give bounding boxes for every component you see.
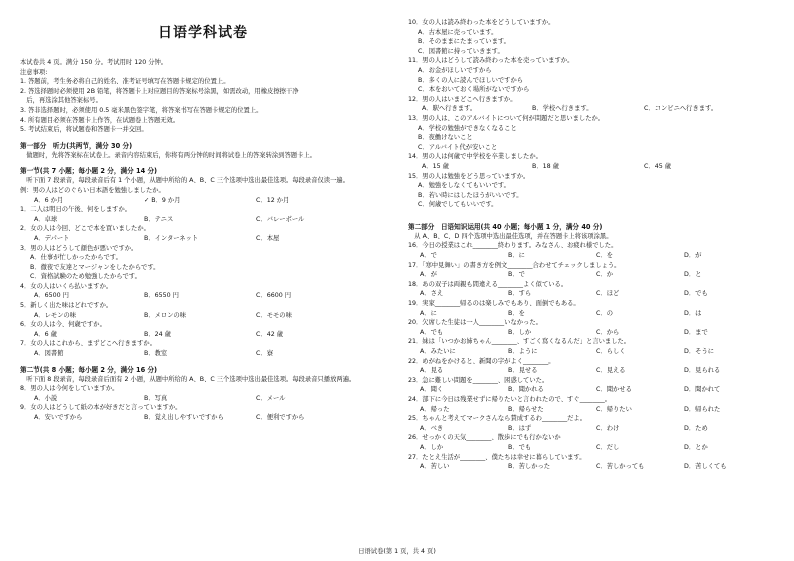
section1-description: 听下面 7 段录音，每段录音后有 1 个小题，从题中所给的 A、B、C 三个选项中选出最佳选项。每段录音仅读一遍。 xyxy=(20,177,349,185)
answer-options xyxy=(408,424,780,434)
option-c: C．バレーボール xyxy=(256,215,305,223)
option-c: C．苦しかっても xyxy=(596,463,645,471)
grammar-question xyxy=(408,433,780,452)
option-c: C．帰りたい xyxy=(596,405,632,413)
option-a: A．レモンの味 xyxy=(34,311,77,319)
option-a: A．べき xyxy=(420,424,444,432)
option-c: C．見える xyxy=(596,367,626,375)
option-d: D．聞かれて xyxy=(684,386,721,394)
question-text: 1．二人は明日の午後、何をしますか。 xyxy=(20,206,132,214)
section2-heading: 第二节(共 8 小题；每小题 2 分，满分 16 分) xyxy=(20,365,158,374)
intro-line: 4. 所有题目必须在答题卡上作答，在试题卷上答题无效。 xyxy=(20,116,180,124)
option-c: C．何歳でしてもいいです。 xyxy=(418,201,498,209)
answer-options xyxy=(408,309,780,319)
option-b: B．教室 xyxy=(144,350,168,358)
option-b: B．多くの人に読んでほしいですから xyxy=(418,76,524,84)
option-b: B．覚え出しやすいですから xyxy=(144,414,224,421)
option-b: B．テニス xyxy=(144,215,174,223)
option-a: A．で xyxy=(420,252,437,260)
option-a: A．でも xyxy=(420,328,444,336)
question-block xyxy=(20,224,386,243)
answer-options xyxy=(20,291,386,301)
question-text: 20．欠席した生徒は一人________いなかった。 xyxy=(408,319,542,327)
part1-description: 做题时，先将答案标在试卷上。录音内容结束后，你将有两分钟的时间将试卷上的答案转涂到答题卡上。 xyxy=(20,151,316,159)
option-c: C．便利ですから xyxy=(256,414,305,421)
option-b: B．すら xyxy=(508,290,532,298)
grammar-question xyxy=(408,414,780,433)
option-c: C．42 歳 xyxy=(256,330,284,338)
grammar-question xyxy=(408,318,780,337)
option-b: B．聞かれる xyxy=(508,386,544,394)
option-a: A．学校の勉強ができなくなること xyxy=(418,124,517,132)
option-a: A．に xyxy=(420,309,437,317)
option-a: A．安いですから xyxy=(34,414,83,421)
option-c: C．だし xyxy=(596,443,620,451)
question-text: 11．男の人はどうして読み終わった本を売っていますか。 xyxy=(408,57,574,65)
question-block xyxy=(20,186,386,205)
option-c: C．6600 円 xyxy=(256,292,292,300)
option-d: D．見られる xyxy=(684,367,721,375)
part1-heading: 第一部分 听力(共两节，满分 30 分) xyxy=(20,141,133,150)
section1-heading: 第一节(共 7 小题；每小题 2 分，满分 14 分) xyxy=(20,167,158,176)
question-text: 25．ちゃんと考えてマークさんなら賛成するわ________だよ。 xyxy=(408,415,587,423)
question-text: 17．「寒中見舞い」の書き方を例文________合わせてチェックしましょう。 xyxy=(408,261,621,269)
answer-options xyxy=(20,234,386,244)
option-c: C．寮 xyxy=(256,350,273,358)
option-a: A．図書館 xyxy=(34,350,64,358)
option-c: C．わけ xyxy=(596,424,620,432)
question-text: 8．男の人は今何をしていますか。 xyxy=(20,385,119,393)
option-b: B．苦しかった xyxy=(508,463,551,471)
grammar-question xyxy=(408,376,780,395)
question-text: 22．めがねをかけると、新聞の字がよく________。 xyxy=(408,357,555,365)
answer-options xyxy=(408,405,780,415)
question-text: 7．女の人はこれから、まずどこへ行きますか。 xyxy=(20,340,156,348)
question-block xyxy=(20,339,386,358)
question-text: 27．たとえ生活が________、僕たちは幸せに暮らしています。 xyxy=(408,453,586,461)
option-d: D．が xyxy=(684,252,702,260)
option-b: B．はず xyxy=(508,424,532,432)
option-a: A．6500 円 xyxy=(34,292,69,300)
page-footer: 日语试卷(第 1 页，共 4 页) xyxy=(358,548,436,555)
option-d: D．でも xyxy=(684,290,708,298)
answer-options xyxy=(20,311,386,321)
option-b: B．夜働けないこと xyxy=(418,134,473,142)
option-a: A．聞く xyxy=(420,386,444,394)
intro-line: 1. 答题前，考生务必将自己的姓名、准考证号填写在答题卡规定的位置上。 xyxy=(20,78,230,86)
grammar-question xyxy=(408,299,780,318)
option-a: A．卓球 xyxy=(34,215,58,223)
question-block xyxy=(408,18,780,56)
option-c: C．聞かせる xyxy=(596,386,632,394)
intro-line: 5. 考试结束后，将试题卷和答题卡一并交回。 xyxy=(20,126,148,134)
question-text: 21．妹は「いつかお姉ちゃん________、すごく寫くなるんだ」と言いました。 xyxy=(408,338,631,346)
option-c: C．本をおいておく場所がないですから xyxy=(418,86,530,94)
option-a: A．デパート xyxy=(34,234,70,242)
option-a: A．小説 xyxy=(34,394,58,402)
option-a: A．帰った xyxy=(420,405,450,413)
question-text: 26．せっかくの天気________、散歩にでも行かないか xyxy=(408,434,561,442)
question-block xyxy=(20,384,386,403)
option-c: C．12 か月 xyxy=(256,196,290,204)
option-a: A．6 か月 xyxy=(34,196,64,204)
option-c: C．メール xyxy=(256,394,286,402)
question-text: 5．新しく出た味はどれですか。 xyxy=(20,302,113,310)
answer-options xyxy=(408,385,780,395)
option-c: C．資格試験のため勉強したからです。 xyxy=(30,273,141,281)
question-block xyxy=(408,56,780,94)
option-b: B．を xyxy=(508,309,525,317)
option-b: B．若い時にはしたほうがいいです。 xyxy=(418,191,523,199)
question-block xyxy=(408,152,780,171)
answer-options xyxy=(408,162,780,172)
question-text: 例：男の人はどのぐらい日本語を勉強しましたか。 xyxy=(20,186,165,194)
option-d: D．ため xyxy=(684,424,708,432)
option-c: C．を xyxy=(596,252,613,260)
answer-options xyxy=(408,443,780,453)
question-text: 3．男の人はどうして顔色が悪いですか。 xyxy=(20,244,138,252)
answer-options xyxy=(408,462,780,472)
question-block xyxy=(20,403,386,422)
option-c: C．らしく xyxy=(596,348,626,355)
option-a: A．古本屋に売っています。 xyxy=(418,28,498,36)
grammar-question xyxy=(408,395,780,414)
option-a: A．6 歳 xyxy=(34,330,57,338)
grammar-question xyxy=(408,241,780,260)
intro-notes xyxy=(20,58,386,135)
question-text: 9．女の人はどうして紙の本が好きだと言っていますか。 xyxy=(20,404,182,412)
question-text: 23．急に難しい問題を________、困惑していた。 xyxy=(408,376,549,384)
option-b: B．学校へ行きます。 xyxy=(532,105,593,113)
answer-options xyxy=(20,330,386,340)
question-text: 14．男の人は何歳で中学校を卒業しましたか。 xyxy=(408,153,542,161)
option-b: B．で xyxy=(508,271,525,279)
option-b: B．しか xyxy=(508,328,532,336)
option-d: D．苦しくても xyxy=(684,463,727,471)
option-a: A．見る xyxy=(420,367,444,375)
option-b: B．インターネット xyxy=(144,234,199,242)
option-b: B．ように xyxy=(508,348,538,355)
answer-options xyxy=(20,215,386,225)
option-d: D．そうに xyxy=(684,348,715,355)
option-a: A．苦しい xyxy=(420,463,450,471)
answer-options xyxy=(20,349,386,359)
answer-options xyxy=(408,289,780,299)
option-a: A．勉強をしなくてもいいです。 xyxy=(418,182,510,190)
question-block xyxy=(408,114,780,152)
option-c: C．アルバイト代が安いこと xyxy=(418,143,498,151)
option-d: D．は xyxy=(684,309,702,317)
option-b: B．写真 xyxy=(144,394,168,402)
section2-description: 听下面 8 段录音，每段录音后面有 2 小题，从题中所给的 A、B、C 三个选项中选出最佳选项。每段录音只播放两遍。 xyxy=(20,375,356,383)
grammar-question xyxy=(408,280,780,299)
option-b: B．徹夜で友達とマージャンをしたからです。 xyxy=(30,263,160,271)
question-text: 4．女の人はいくら払いますか。 xyxy=(20,282,113,290)
option-b: B．18 歳 xyxy=(532,162,559,170)
question-text: 13．男の人は、このアルバイトについて何が問題だと思いましたか。 xyxy=(408,114,605,122)
question-text: 10．女の人は読み終わった本をどうしていますか。 xyxy=(408,19,555,26)
part2-heading: 第二部分 日语知识运用(共 40 小题；每小题 1 分，满分 40 分) xyxy=(408,222,603,231)
option-c: C．図書館に持っていきます。 xyxy=(418,47,504,55)
grammar-question xyxy=(408,261,780,280)
intro-line: 注意事项: xyxy=(20,68,48,76)
option-a: A．みたいに xyxy=(420,348,456,355)
option-b: B．見せる xyxy=(508,367,538,375)
page-title: 日语学科试卷 xyxy=(158,25,248,41)
answer-options xyxy=(20,394,386,404)
question-block xyxy=(20,244,386,282)
option-d: D．と xyxy=(684,271,702,279)
option-b: ✓ B．9 か月 xyxy=(144,196,181,204)
option-a: A．が xyxy=(420,271,437,279)
question-text: 24．部下に今日は残業せずに帰りたいと言われたので、すぐ________。 xyxy=(408,395,612,403)
option-c: C．から xyxy=(596,328,620,336)
question-text: 12．男の人はいまどこへ行きますか。 xyxy=(408,95,517,103)
grammar-question xyxy=(408,357,780,376)
grammar-question xyxy=(408,337,780,356)
answer-options xyxy=(408,251,780,261)
question-block xyxy=(408,95,780,114)
option-c: C．45 歳 xyxy=(644,162,672,170)
answer-options xyxy=(408,347,780,357)
question-text: 15．男の人は勉強をどう思っていますか。 xyxy=(408,172,530,180)
question-text: 18．あの双子は両親も間違える________よく似ている。 xyxy=(408,280,568,288)
option-a: A．仕事が忙しかったからです。 xyxy=(30,254,122,262)
question-text: 16．今日の授業はこれ________終わります。みなさん、お疲れ様でした。 xyxy=(408,242,618,250)
answer-options xyxy=(20,413,386,423)
answer-options xyxy=(20,196,386,206)
option-b: B．メロンの味 xyxy=(144,311,187,319)
option-a: A．15 歳 xyxy=(422,162,449,170)
option-c: C．の xyxy=(596,309,613,317)
intro-line: 后，再选涂其他答案标号。 xyxy=(20,97,102,105)
option-b: B．でも xyxy=(508,443,532,451)
right-column xyxy=(408,18,780,472)
option-d: D．帰られた xyxy=(684,405,721,413)
question-block xyxy=(20,301,386,320)
answer-options xyxy=(408,270,780,280)
option-c: C．か xyxy=(596,271,613,279)
option-c: C．コンビニへ行きます。 xyxy=(644,105,718,113)
answer-options xyxy=(408,104,780,114)
option-b: B．6550 円 xyxy=(144,292,179,300)
option-a: A．しか xyxy=(420,443,444,451)
option-b: B．そのままにたまっています。 xyxy=(418,38,510,46)
part2-description: 从 A、B、C、D 四个选项中选出最佳选项，并在答题卡上将该项涂黑。 xyxy=(408,232,613,240)
option-c: C．ほど xyxy=(596,290,620,298)
left-column xyxy=(20,18,386,423)
intro-line: 3. 答非选择题时，必须使用 0.5 毫米黑色签字笔，将答案书写在答题卡规定的位置上。 xyxy=(20,106,263,114)
question-block xyxy=(20,205,386,224)
option-a: A．さえ xyxy=(420,290,444,298)
option-b: B．帰らせた xyxy=(508,405,544,413)
grammar-question xyxy=(408,453,780,472)
intro-line: 本试卷共 4 页。满分 150 分。考试用时 120 分钟。 xyxy=(20,59,168,66)
intro-line: 2. 答选择题时必须使用 2B 铅笔，将答题卡上对应题目的答案标号涂黑，如需改动，用橡皮擦擦干净 xyxy=(20,87,299,95)
option-b: B．に xyxy=(508,252,525,260)
question-text: 2．女の人は今回、どこで本を買いましたか。 xyxy=(20,225,150,233)
option-c: C．本屋 xyxy=(256,234,280,242)
option-d: D．とか xyxy=(684,443,708,451)
question-block xyxy=(20,320,386,339)
answer-options xyxy=(408,328,780,338)
option-c: C．モモの味 xyxy=(256,311,292,319)
question-text: 19．実家________帰るのは楽しみでもあり、面倒でもある。 xyxy=(408,300,580,308)
option-b: B．24 歳 xyxy=(144,330,171,338)
question-text: 6．女の人は今、何歳ですか。 xyxy=(20,321,106,329)
question-block xyxy=(20,282,386,301)
option-a: A．駅へ行きます。 xyxy=(422,105,477,113)
option-d: D．まで xyxy=(684,328,708,336)
answer-options xyxy=(408,366,780,376)
option-a: A．お金がほしいですから xyxy=(418,66,492,74)
question-block xyxy=(408,172,780,210)
